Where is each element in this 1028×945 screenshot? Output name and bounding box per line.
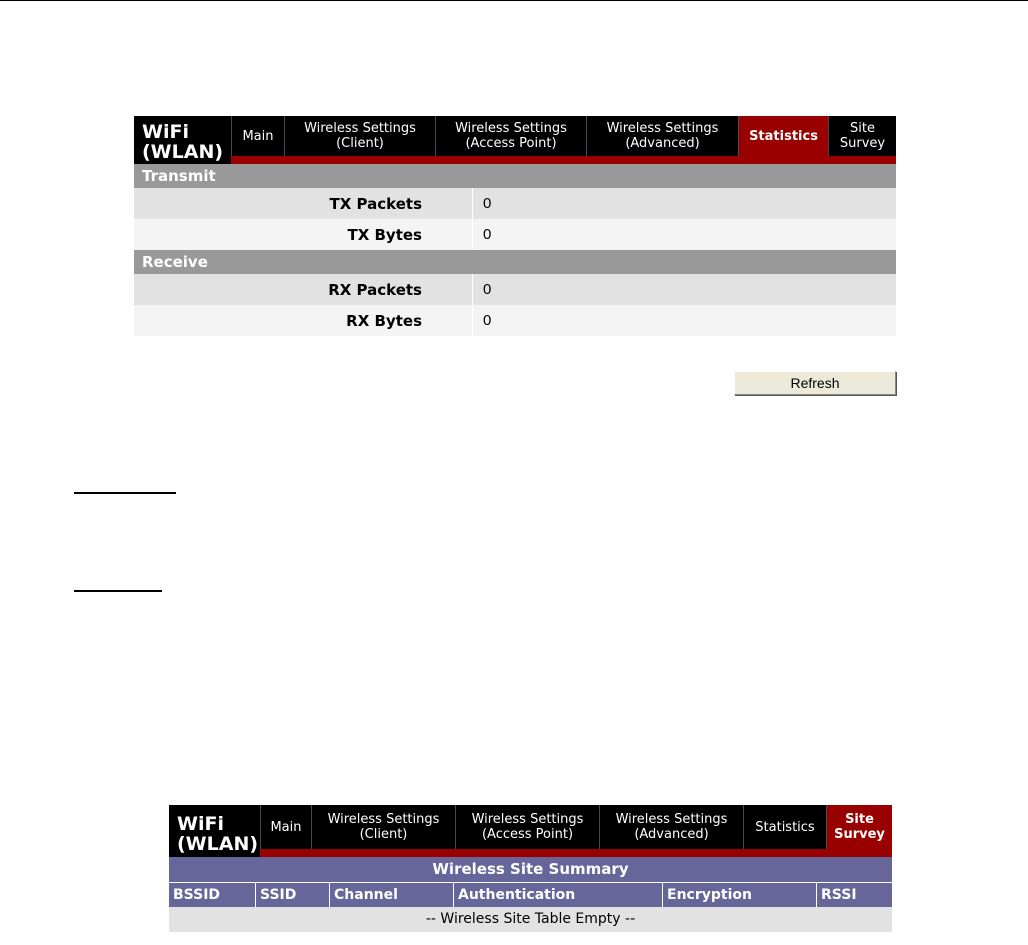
tab-label: Main bbox=[270, 819, 302, 835]
tab-label: Main bbox=[242, 128, 274, 144]
tab-label bbox=[328, 812, 440, 842]
brand-line-2: (WLAN) bbox=[142, 141, 224, 163]
tab-bar bbox=[169, 805, 892, 857]
site-summary-title: Wireless Site Summary bbox=[169, 857, 892, 882]
brand-line-1: WiFi bbox=[177, 813, 224, 835]
tab-label bbox=[304, 121, 416, 151]
tab-label-line2: (Advanced) bbox=[634, 827, 709, 842]
section-transmit: Transmit bbox=[134, 164, 896, 188]
tab-underline bbox=[260, 849, 892, 857]
tab-label bbox=[607, 121, 719, 151]
column-header-encryption[interactable]: Encryption bbox=[663, 883, 817, 907]
tab-label bbox=[840, 121, 885, 151]
stat-row-tx-packets bbox=[134, 188, 896, 219]
stat-label: RX Packets bbox=[328, 280, 422, 299]
stat-label: TX Packets bbox=[329, 194, 422, 213]
tab-label-line2: Survey bbox=[839, 136, 886, 151]
divider bbox=[430, 305, 473, 336]
stat-row-rx-bytes bbox=[134, 305, 896, 336]
tab-label bbox=[472, 812, 584, 842]
stat-value: 0 bbox=[483, 281, 492, 298]
column-header-authentication[interactable]: Authentication bbox=[454, 883, 663, 907]
divider bbox=[430, 219, 473, 250]
stat-value: 0 bbox=[483, 312, 492, 329]
statistics-panel bbox=[134, 116, 896, 336]
stat-value: 0 bbox=[483, 195, 492, 212]
tab-label: Statistics bbox=[755, 819, 815, 835]
tab-label: Statistics bbox=[749, 128, 818, 144]
tab-label bbox=[455, 121, 567, 151]
stat-label: TX Bytes bbox=[347, 225, 422, 244]
tab-label-line2: (Access Point) bbox=[481, 827, 574, 842]
underline-stroke bbox=[74, 492, 176, 494]
tab-underline bbox=[231, 156, 896, 164]
tab-label-line2: (Client) bbox=[359, 827, 408, 842]
stat-label: RX Bytes bbox=[346, 311, 422, 330]
tab-bar bbox=[134, 116, 896, 164]
tab-label-line1: Wireless Settings bbox=[304, 121, 416, 136]
wifi-brand bbox=[134, 116, 231, 164]
divider bbox=[430, 274, 473, 305]
tab-label-line1: Site bbox=[850, 121, 875, 136]
tab-label-line2: Survey bbox=[834, 827, 885, 842]
stat-row-rx-packets bbox=[134, 274, 896, 305]
tab-label-line2: (Access Point) bbox=[465, 136, 557, 151]
site-survey-panel bbox=[169, 805, 892, 932]
stat-row-tx-bytes bbox=[134, 219, 896, 250]
tab-label bbox=[834, 812, 885, 842]
tab-label-line1: Wireless Settings bbox=[471, 812, 584, 827]
tab-label-line2: (Advanced) bbox=[625, 136, 700, 151]
brand-line-1: WiFi bbox=[142, 121, 189, 143]
divider bbox=[430, 188, 473, 219]
wifi-brand bbox=[169, 805, 260, 857]
tab-label-line1: Wireless Settings bbox=[615, 812, 728, 827]
brand-line-2: (WLAN) bbox=[177, 833, 259, 855]
site-table-header bbox=[169, 882, 892, 907]
site-table-empty-message: -- Wireless Site Table Empty -- bbox=[169, 907, 892, 932]
stat-value: 0 bbox=[483, 226, 492, 243]
section-receive: Receive bbox=[134, 250, 896, 274]
refresh-button[interactable]: Refresh bbox=[734, 371, 896, 395]
column-header-ssid[interactable]: SSID bbox=[256, 883, 330, 907]
tab-label-line1: Wireless Settings bbox=[606, 121, 719, 136]
column-header-rssi[interactable]: RSSI bbox=[821, 887, 857, 903]
top-rule bbox=[0, 0, 1028, 1]
underline-stroke bbox=[74, 590, 162, 592]
tab-label-line1: Wireless Settings bbox=[327, 812, 440, 827]
tab-label-line1: Wireless Settings bbox=[455, 121, 567, 136]
tab-label-line2: (Client) bbox=[336, 136, 384, 151]
tab-label bbox=[616, 812, 728, 842]
tab-label-line1: Site bbox=[845, 812, 874, 827]
column-header-bssid[interactable]: BSSID bbox=[169, 883, 256, 907]
column-header-channel[interactable]: Channel bbox=[330, 883, 454, 907]
